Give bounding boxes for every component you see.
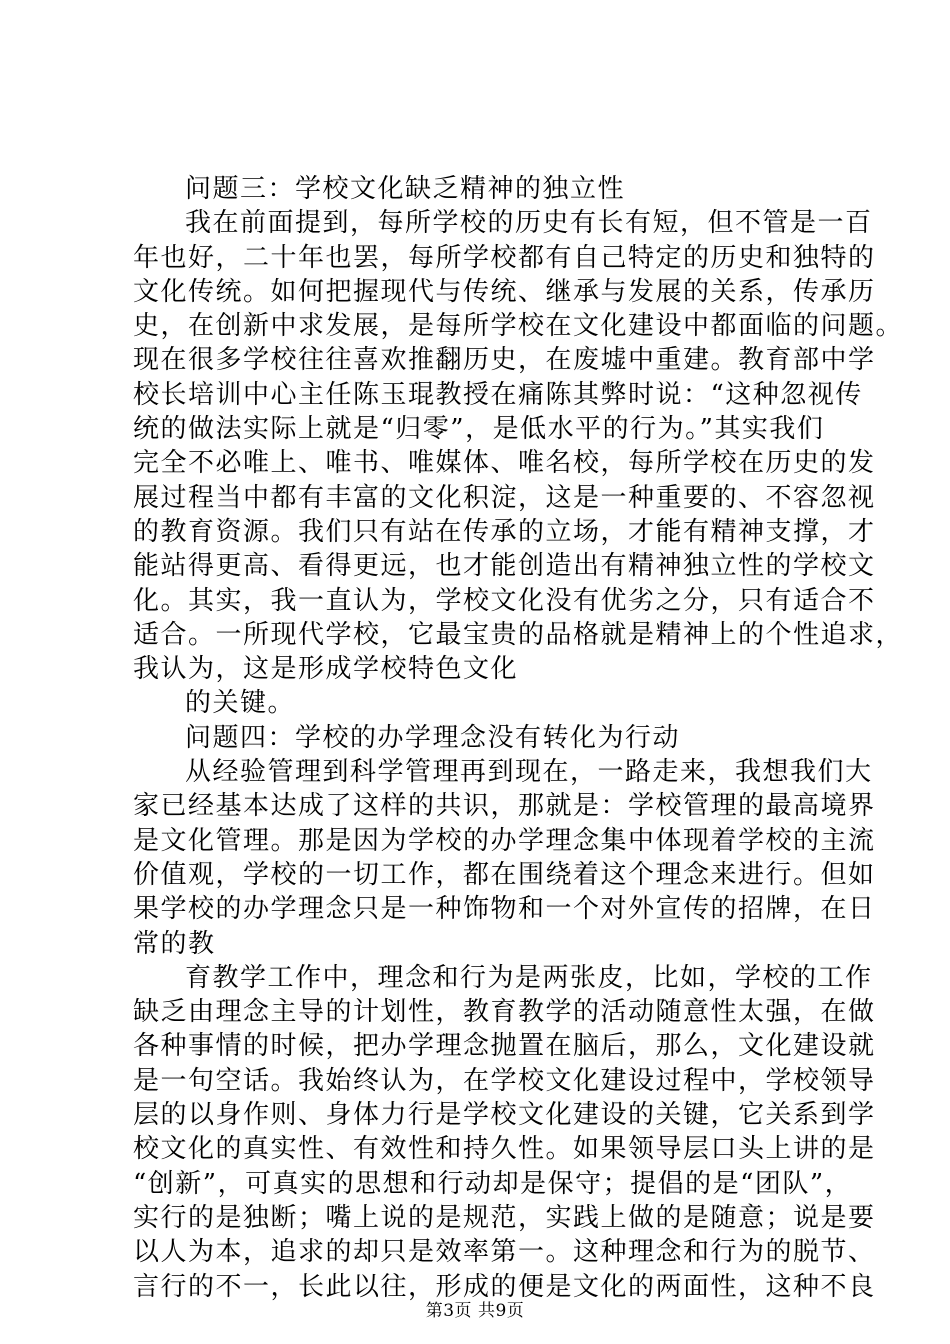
text-line: 问题三：学校文化缺乏精神的独立性 xyxy=(185,174,626,204)
text-line: 统的做法实际上就是“归零”，是低水平的行为。”其实我们 xyxy=(133,414,825,445)
section-heading: 问题四：学校的办学理念没有转化为行动 xyxy=(185,722,681,753)
text-line: 我在前面提到，每所学校的历史有长有短，但不管是一百 xyxy=(185,208,873,239)
text-line: 言行的不一，长此以往，形成的便是文化的两面性，这种不良 xyxy=(133,1271,876,1302)
text-line: 家已经基本达成了这样的共识，那就是：学校管理的最高境界 xyxy=(133,791,876,822)
text-line: 适合。一所现代学校，它最宝贵的品格就是精神上的个性追求， xyxy=(133,619,904,650)
text-line: 现在很多学校往往喜欢推翻历史，在废墟中重建。教育部中学 xyxy=(133,345,876,376)
text-line: 年也好，二十年也罢，每所学校都有自己特定的历史和独特的 xyxy=(133,242,876,273)
text-line: “创新”，可真实的思想和行动却是保守；提倡的是“团队”， xyxy=(133,1168,853,1199)
text-line: 展过程当中都有丰富的文化积淀，这是一种重要的、不容忽视 xyxy=(133,482,876,513)
text-line: 价值观，学校的一切工作，都在围绕着这个理念来进行。但如 xyxy=(133,859,876,890)
page-number-footer: 第3页 共9页 xyxy=(425,1301,525,1321)
text-line: 常的教 xyxy=(133,928,216,959)
text-line: 校长培训中心主任陈玉琨教授在痛陈其弊时说：“这种忽视传 xyxy=(133,379,863,410)
text-line: 各种事情的时候，把办学理念抛置在脑后，那么，文化建设就 xyxy=(133,1031,876,1062)
text-line: 文化传统。如何把握现代与传统、继承与发展的关系，传承历 xyxy=(133,276,876,307)
text-line: 能站得更高、看得更远，也才能创造出有精神独立性的学校文 xyxy=(133,551,876,582)
text-line: 果学校的办学理念只是一种饰物和一个对外宣传的招牌，在日 xyxy=(133,894,876,925)
text-line: 的教育资源。我们只有站在传承的立场，才能有精神支撑，才 xyxy=(133,516,876,547)
text-line: 是文化管理。那是因为学校的办学理念集中体现着学校的主流 xyxy=(133,825,876,856)
text-line: 从经验管理到科学管理再到现在，一路走来，我想我们大 xyxy=(185,757,873,788)
text-line: 的关键。 xyxy=(185,688,296,719)
text-line: 以人为本，追求的却只是效率第一。这种理念和行为的脱节、 xyxy=(133,1237,876,1268)
text-line: 校文化的真实性、有效性和持久性。如果领导层口头上讲的是 xyxy=(133,1134,876,1165)
text-line: 实行的是独断；嘴上说的是规范，实践上做的是随意；说是要 xyxy=(133,1202,876,1233)
text-line: 我认为，这是形成学校特色文化 xyxy=(133,654,519,685)
text-line: 完全不必唯上、唯书、唯媒体、唯名校，每所学校在历史的发 xyxy=(133,448,876,479)
text-line: 史，在创新中求发展，是每所学校在文化建设中都面临的问题。 xyxy=(133,311,904,342)
text-line: 化。其实，我一直认为，学校文化没有优劣之分，只有适合不 xyxy=(133,585,876,616)
text-line: 是一句空话。我始终认为，在学校文化建设过程中，学校领导 xyxy=(133,1065,876,1096)
document-body xyxy=(133,172,904,1304)
text-line: 缺乏由理念主导的计划性，教育教学的活动随意性太强，在做 xyxy=(133,997,876,1028)
text-line: 层的以身作则、身体力行是学校文化建设的关键，它关系到学 xyxy=(133,1100,876,1131)
text-line: 育教学工作中，理念和行为是两张皮，比如，学校的工作 xyxy=(185,962,873,993)
